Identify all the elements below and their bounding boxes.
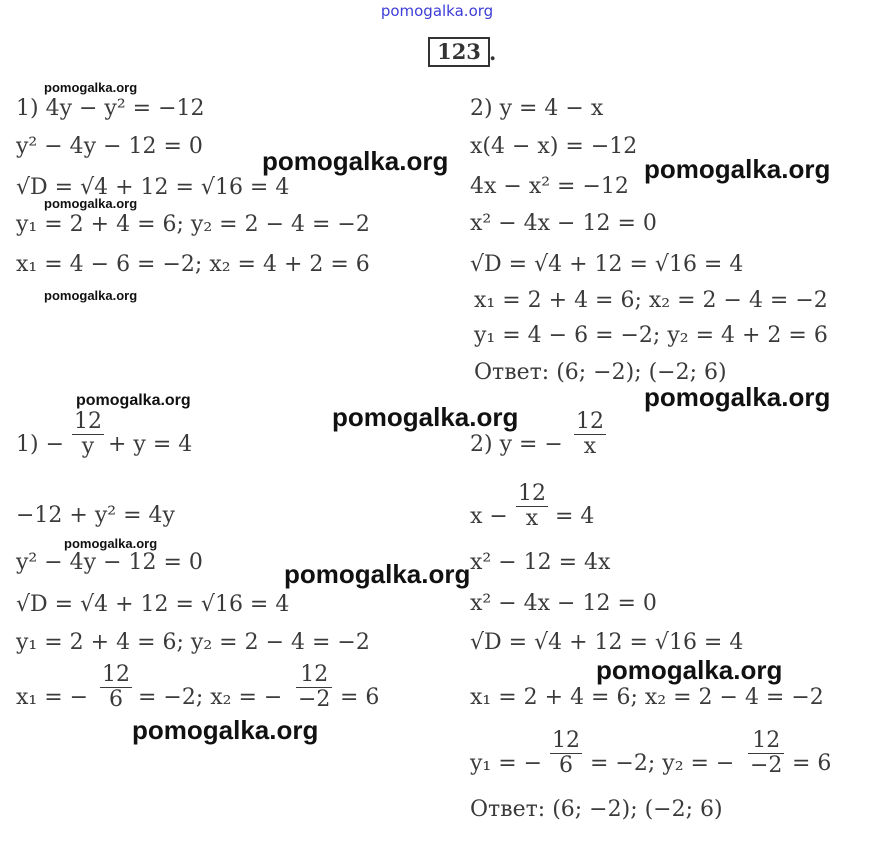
site-link[interactable]: pomogalka.org (380, 2, 494, 20)
part-b-left-line-6-c: = 6 (340, 685, 380, 710)
part-a-right-line-5: √D = √4 + 12 = √16 = 4 (470, 252, 744, 277)
part-b-right-line-1-prefix: 2) y = − (470, 432, 563, 457)
part-a-right-line-4: x² − 4x − 12 = 0 (470, 211, 657, 236)
part-a-left-line-2: y² − 4y − 12 = 0 (16, 134, 203, 159)
part-b-right-line-2-suffix: = 4 (555, 504, 595, 529)
part-b-left-line-2: −12 + y² = 4y (16, 503, 175, 528)
denominator: x (516, 506, 548, 531)
denominator: x (574, 434, 606, 459)
part-b-left-line-1-suffix: + y = 4 (108, 432, 193, 457)
part-a-right-line-1: 2) y = 4 − x (470, 96, 604, 121)
watermark-text: pomogalka.org (262, 146, 449, 176)
watermark-text: pomogalka.org (332, 402, 519, 432)
watermark-text: pomogalka.org (132, 715, 319, 745)
denominator: −2 (750, 753, 783, 778)
part-b-left-line-4: √D = √4 + 12 = √16 = 4 (16, 592, 290, 617)
part-a-right-line-6: x₁ = 2 + 4 = 6; x₂ = 2 − 4 = −2 (474, 288, 828, 313)
part-b-right-fraction-3 (550, 729, 582, 778)
part-a-left-line-5: x₁ = 4 − 6 = −2; x₂ = 4 + 2 = 6 (16, 252, 370, 277)
part-a-left-line-1: 1) 4y − y² = −12 (16, 96, 205, 121)
numerator: 12 (552, 728, 580, 753)
watermark-text: pomogalka.org (284, 559, 471, 589)
numerator: 12 (576, 409, 604, 434)
part-b-left-fraction-2 (100, 663, 132, 712)
part-b-left-line-5: y₁ = 2 + 4 = 6; y₂ = 2 − 4 = −2 (16, 630, 370, 655)
numerator: 12 (300, 662, 329, 687)
denominator: 6 (550, 753, 582, 778)
watermark-text: pomogalka.org (44, 80, 138, 95)
part-b-left-line-6-b: = −2; x₂ = − (138, 685, 283, 710)
numerator: 12 (74, 409, 102, 434)
part-a-right-answer: Ответ: (6; −2); (−2; 6) (474, 360, 727, 385)
part-b-right-line-4: x² − 4x − 12 = 0 (470, 591, 657, 616)
part-b-left-fraction-1 (72, 410, 104, 459)
part-b-right-fraction-2 (516, 482, 548, 531)
part-b-right-fraction-1 (574, 410, 606, 459)
part-a-left-line-4: y₁ = 2 + 4 = 6; y₂ = 2 − 4 = −2 (16, 212, 370, 237)
part-b-right-line-5: √D = √4 + 12 = √16 = 4 (470, 630, 744, 655)
numerator: 12 (102, 662, 130, 687)
watermark-text: pomogalka.org (596, 655, 783, 685)
part-b-left-fraction-3 (296, 663, 332, 712)
watermark-text: pomogalka.org (76, 392, 191, 409)
part-b-right-line-3: x² − 12 = 4x (470, 550, 611, 575)
problem-number: 123 (428, 37, 490, 67)
part-b-right-line-6: x₁ = 2 + 4 = 6; x₂ = 2 − 4 = −2 (470, 685, 824, 710)
numerator: 12 (518, 481, 546, 506)
part-b-left-line-6-a: x₁ = − (16, 685, 89, 710)
part-b-right-line-7-b: = −2; y₂ = − (590, 751, 735, 776)
part-a-right-line-3: 4x − x² = −12 (470, 174, 629, 199)
denominator: y (72, 434, 104, 459)
part-b-left-line-1-prefix: 1) − (16, 432, 65, 457)
part-b-right-fraction-4 (748, 729, 784, 778)
watermark-text: pomogalka.org (644, 154, 831, 184)
denominator: −2 (298, 687, 331, 712)
part-b-right-answer: Ответ: (6; −2); (−2; 6) (470, 797, 723, 822)
watermark-text: pomogalka.org (44, 196, 138, 211)
watermark-text: pomogalka.org (64, 536, 158, 551)
watermark-text: pomogalka.org (44, 288, 138, 303)
part-a-right-line-2: x(4 − x) = −12 (470, 134, 638, 159)
numerator: 12 (752, 728, 781, 753)
denominator: 6 (100, 687, 132, 712)
part-a-left-line-3: √D = √4 + 12 = √16 = 4 (16, 175, 290, 200)
part-b-right-line-2-prefix: x − (470, 504, 508, 529)
part-b-left-line-3: y² − 4y − 12 = 0 (16, 550, 203, 575)
part-b-right-line-7-c: = 6 (792, 751, 832, 776)
problem-number-dot: . (489, 40, 497, 65)
part-a-right-line-7: y₁ = 4 − 6 = −2; y₂ = 4 + 2 = 6 (474, 323, 828, 348)
watermark-text: pomogalka.org (644, 382, 831, 412)
part-b-right-line-7-a: y₁ = − (470, 751, 543, 776)
